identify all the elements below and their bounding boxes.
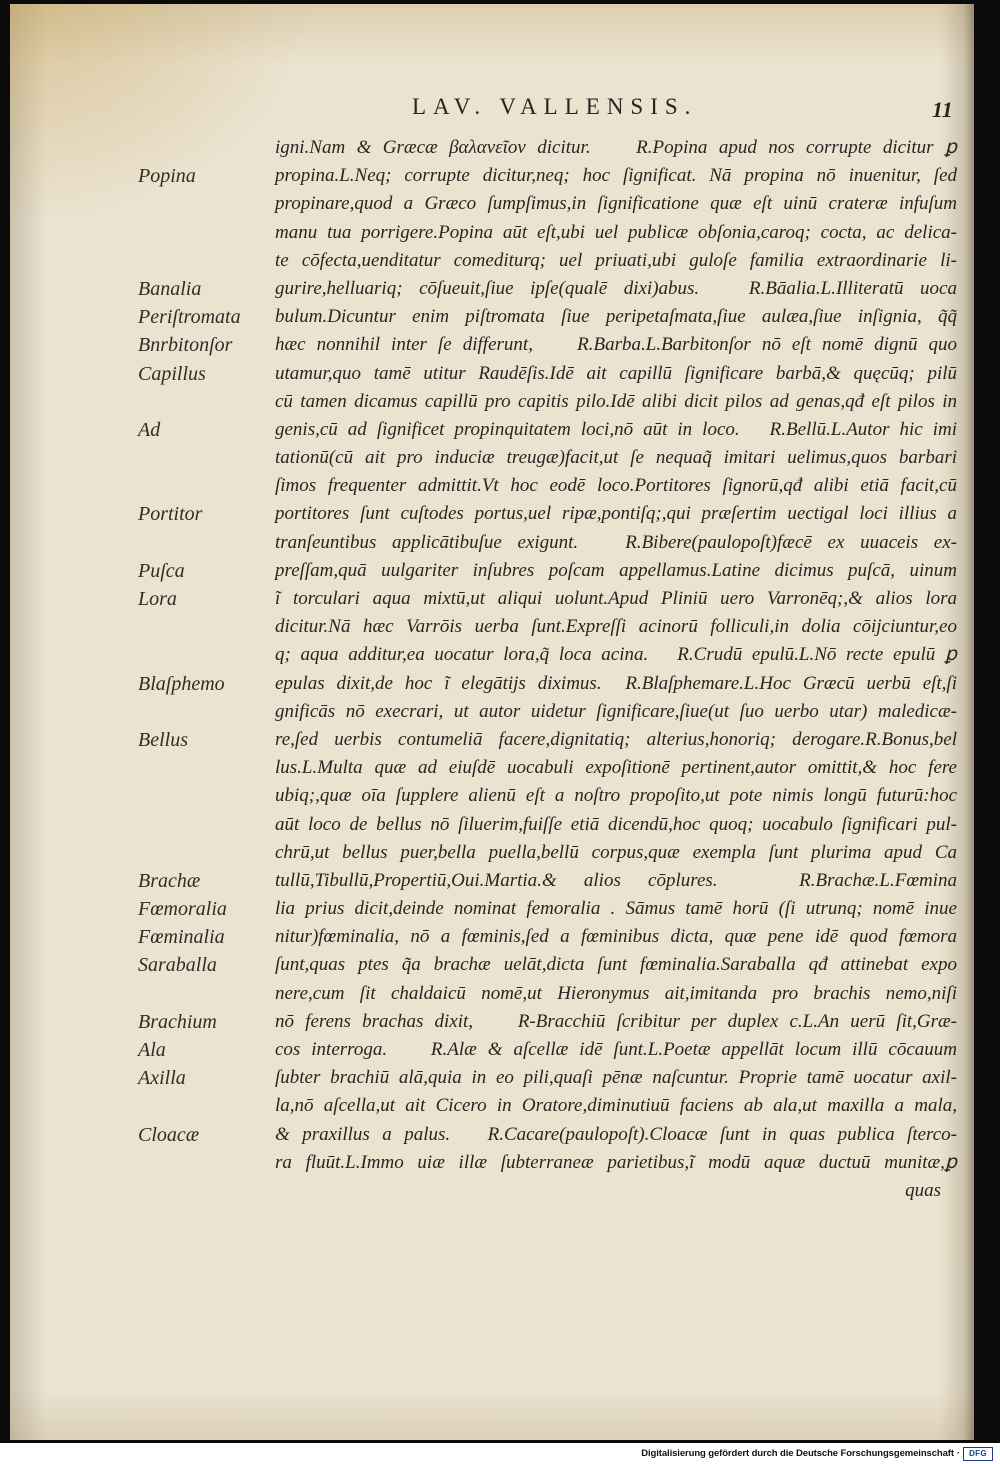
line-text: cos interroga. R.Alæ & aſcellæ idē ſunt.L.Poetæ appellāt locum illū cōcauum <box>275 1039 957 1060</box>
margin-note <box>135 641 275 669</box>
margin-note: Ad <box>138 418 161 441</box>
text-block <box>135 134 957 1177</box>
margin-note <box>135 388 275 416</box>
text-line <box>135 951 957 979</box>
margin-note <box>135 247 275 275</box>
dfg-logo-text: DFG <box>969 1449 987 1458</box>
line-text: te cōfecta,uenditatur comediturq; uel priuati,ubi guloſe familia extraordinarie li- <box>275 249 957 271</box>
margin-note <box>135 1149 275 1177</box>
line-box <box>275 134 957 162</box>
line-text: ĩ torculari aqua mixtū,ut aliqui uolunt.Apud Pliniū uero Varronēq;,& alios lora <box>275 588 957 609</box>
text-line <box>135 923 957 951</box>
text-line <box>135 134 957 162</box>
line-box <box>275 782 957 810</box>
text-line <box>135 641 957 669</box>
digitization-credit: Digitalisierung gefördert durch die Deutsche Forschungsgemeinschaft <box>641 1448 954 1459</box>
line-box <box>275 698 957 726</box>
text-line <box>135 1092 957 1120</box>
line-box <box>275 670 957 698</box>
text-line <box>135 867 957 895</box>
text-line <box>135 754 957 782</box>
text-line <box>135 782 957 810</box>
line-box <box>275 1092 957 1120</box>
text-line <box>135 839 957 867</box>
text-line <box>135 1064 957 1092</box>
margin-note <box>135 782 275 810</box>
line-box <box>275 980 957 1008</box>
line-text: ra fluūt.L.Immo uiæ illæ ſubterraneæ parietibus,ĩ modū aquæ ductuū munitæ,ꝑ <box>275 1151 957 1173</box>
line-box <box>275 472 957 500</box>
margin-note: Brachæ <box>138 869 201 892</box>
text-line <box>135 500 957 528</box>
margin-note <box>135 219 275 247</box>
text-line <box>135 698 957 726</box>
margin-note <box>135 529 275 557</box>
text-line <box>135 1121 957 1149</box>
line-box <box>275 923 957 951</box>
margin-note <box>135 811 275 839</box>
margin-note: Popina <box>138 165 196 188</box>
text-line <box>135 613 957 641</box>
text-line <box>135 1008 957 1036</box>
margin-note <box>135 980 275 1008</box>
line-text: preſſam,quā uulgariter inſubres poſcam appellamus.Latine dicimus puſcā, uinum <box>275 559 957 581</box>
line-text: hæc nonnihil inter ſe differunt, R.Barba.L.Barbitonſor nō eſt nomē dignū quo <box>275 334 957 356</box>
margin-note <box>135 754 275 782</box>
line-text: ubiq;,quæ oīa ſupplere alienū eſt a noſtro propoſito,ut pote nimis longū futurū:hoc <box>275 785 957 807</box>
margin-note: Blaſphemo <box>138 672 225 695</box>
text-line <box>135 275 957 303</box>
line-box <box>275 1121 957 1149</box>
text-line <box>135 1149 957 1177</box>
line-box <box>275 557 957 585</box>
line-text: nitur)fœminalia, nō a fœminis,ſed a fœminibus dicta, quæ pene idē quod fœmora <box>275 926 957 948</box>
line-text: nere,cum ſit chaldaicū nomē,ut Hieronymus ait,imitanda pro brachis nemo,niſi <box>275 982 957 1004</box>
line-text: igni.Nam & Græcæ βαλανεῖον dicitur. R.Popina apud nos corrupte dicitur ꝑ <box>275 137 957 158</box>
line-box <box>275 1036 957 1064</box>
line-text: & praxillus a palus. R.Cacare(paulopoſt).Cloacæ ſunt in quas publica ſterco- <box>275 1123 957 1145</box>
running-head: LAV. VALLENSIS. <box>412 94 698 119</box>
text-line <box>135 247 957 275</box>
line-box <box>275 529 957 557</box>
line-box <box>275 331 957 359</box>
text-line <box>135 331 957 359</box>
margin-note <box>135 613 275 641</box>
margin-note: Fœmoralia <box>138 898 227 921</box>
catchword: quas <box>905 1180 941 1201</box>
line-box <box>275 360 957 388</box>
margin-note: Bellus <box>138 728 188 751</box>
line-text: lus.L.Multa quæ ad eiuſdē uocabuli expoſitionē pertinent,autor omittit,& hoc fere <box>275 757 957 779</box>
margin-note: Axilla <box>138 1067 186 1090</box>
line-text: gurire,helluariq; cōſueuit,ſiue ipſe(qualē dixi)abus. R.Bāalia.L.Illiteratū uoca <box>275 277 957 299</box>
footer-bar <box>0 1443 1000 1464</box>
line-box <box>275 1008 957 1036</box>
line-box <box>275 895 957 923</box>
text-line <box>135 895 957 923</box>
text-line <box>135 303 957 331</box>
line-text: ſimos frequenter admittit.Vt hoc eodē loco.Portitores ſignorū,qđ alibi etiā facit,cū <box>275 475 957 497</box>
line-box <box>275 1064 957 1092</box>
margin-note <box>135 698 275 726</box>
margin-note: Fœminalia <box>138 926 225 949</box>
line-text: bulum.Dicuntur enim piſtromata ſiue peripetaſmata,ſiue aulæa,ſiue inſignia, q̃q̃ <box>275 306 957 328</box>
margin-note <box>135 444 275 472</box>
line-text: cū tamen dicamus capillū pro capitis pilo.Idē alibi dicit pilos ad genas,qđ eſt pilos in <box>275 390 957 412</box>
margin-note: Banalia <box>138 277 202 300</box>
line-text: nō ferens brachas dixit, R-Bracchiū ſcribitur per duplex c.L.An uerū ſit,Græ- <box>275 1010 957 1032</box>
line-box <box>275 613 957 641</box>
text-line <box>135 388 957 416</box>
line-box <box>275 162 957 190</box>
margin-note: Periſtromata <box>138 306 241 329</box>
line-box <box>275 303 957 331</box>
text-line <box>135 162 957 190</box>
line-text: tranſeuntibus applicātibuſue exigunt. R.Bibere(paulopoſt)fæcē ex uuaceis ex- <box>275 531 957 553</box>
line-box <box>275 500 957 528</box>
margin-note <box>135 190 275 218</box>
margin-note <box>135 472 275 500</box>
line-box <box>275 444 957 472</box>
line-text: gnificās nō execrari, ut autor uidetur ſignificare,ſiue(ut ſuo uerbo utar) maledicæ- <box>275 700 957 722</box>
line-box <box>275 388 957 416</box>
text-line <box>135 472 957 500</box>
line-text: genis,cū ad ſignificet propinquitatem loci,nō aūt in loco. R.Bellū.L.Autor hic imi <box>275 418 957 440</box>
line-box <box>275 839 957 867</box>
line-text: propina.L.Neq; corrupte dicitur,neq; hoc ſignificat. Nā propina nō inuenitur, ſed <box>275 165 957 187</box>
line-box <box>275 247 957 275</box>
text-line <box>135 360 957 388</box>
page-number: 11 <box>932 97 953 122</box>
line-box <box>275 585 957 613</box>
margin-note: Saraballa <box>138 954 217 977</box>
line-text: ſunt,quas ptes q̃a brachæ uelāt,dicta ſunt fœminalia.Saraballa qđ attinebat expo <box>275 954 957 976</box>
line-box <box>275 190 957 218</box>
line-box <box>275 641 957 669</box>
line-text: aūt loco de bellus nō ſiluerim,fuiſſe etiā dicendū,hoc quoq; uocabulo ſignificari pul- <box>275 813 957 835</box>
line-box <box>275 275 957 303</box>
text-line <box>135 444 957 472</box>
line-box <box>275 726 957 754</box>
line-text: epulas dixit,de hoc ĩ elegātijs diximus. R.Blaſphemare.L.Hoc Græcū uerbū eſt,ſi <box>275 672 957 694</box>
text-line <box>135 585 957 613</box>
line-text: chrū,ut bellus puer,bella puella,bellū corpus,quæ exempla ſunt plurima apud Ca <box>275 841 957 863</box>
separator: · <box>956 1448 960 1459</box>
line-box <box>275 867 957 895</box>
line-text: tationū(cū ait pro induciæ treugæ)facit,ut ſe nequaq̃ imitari uelimus,quos barbari <box>275 447 957 469</box>
text-line <box>135 1036 957 1064</box>
line-box <box>275 951 957 979</box>
text-line <box>135 190 957 218</box>
line-box <box>275 416 957 444</box>
line-box <box>275 754 957 782</box>
text-line <box>135 219 957 247</box>
margin-note: Bnrbitonſor <box>138 334 233 357</box>
line-text: lia prius dicit,deinde nominat femoralia . Sāmus tamē horū (ſi utrunq; nomē inue <box>275 898 957 920</box>
text-line <box>135 416 957 444</box>
margin-note: Capillus <box>138 362 206 385</box>
margin-note <box>135 134 275 162</box>
text-line <box>135 980 957 1008</box>
margin-note: Cloacæ <box>138 1123 200 1146</box>
text-line <box>135 557 957 585</box>
line-text: la,nō aſcella,ut ait Cicero in Oratore,diminutiuū faciens ab ala,ut maxilla a mala, <box>275 1095 957 1117</box>
line-box <box>275 811 957 839</box>
line-box <box>275 1149 957 1177</box>
dfg-logo <box>963 1447 993 1461</box>
line-text: portitores ſunt cuſtodes portus,uel ripæ,pontiſq;,qui præſertim uectigal loci illius a <box>275 503 957 525</box>
margin-note: Portitor <box>138 503 203 526</box>
line-box <box>275 219 957 247</box>
text-line <box>135 670 957 698</box>
margin-note <box>135 1092 275 1120</box>
line-text: utamur,quo tamē utitur Raudēſis.Idē ait capillū ſignificare barbā,& quęcūq; pilū <box>275 362 957 384</box>
margin-note <box>135 839 275 867</box>
line-text: tullū,Tibullū,Propertiū,Oui.Martia.& alios cōplures. R.Brachæ.L.Fœmina <box>275 869 957 891</box>
line-text: manu tua porrigere.Popina aūt eſt,ubi uel publicæ obſonia,caroq; cocta, ac delica- <box>275 221 957 243</box>
text-line <box>135 529 957 557</box>
line-text: ſubter brachiū alā,quia in eo pili,quaſi pēnæ naſcuntur. Proprie tamē uocatur axil- <box>275 1067 957 1089</box>
text-line <box>135 811 957 839</box>
margin-note: Ala <box>138 1039 166 1061</box>
margin-note: Lora <box>138 588 177 610</box>
text-line <box>135 726 957 754</box>
margin-note: Puſca <box>138 559 185 582</box>
line-text: q; aqua additur,ea uocatur lora,q̃ loca acina. R.Crudū epulū.L.Nō recte epulū ꝑ <box>275 644 957 666</box>
line-text: propinare,quod a Græco ſumpſimus,in ſignificatione quæ eſt uinū crateræ infuſum <box>275 193 957 215</box>
line-text: re,ſed uerbis contumeliā facere,dignitatiq; alterius,honoriq; derogare.R.Bonus,bel <box>275 728 957 750</box>
margin-note: Brachium <box>138 1010 217 1033</box>
line-text: dicitur.Nā hæc Varrōis uerba ſunt.Expreſſi acinorū folliculi,in dolia cōijciuntur,eo <box>275 616 957 638</box>
